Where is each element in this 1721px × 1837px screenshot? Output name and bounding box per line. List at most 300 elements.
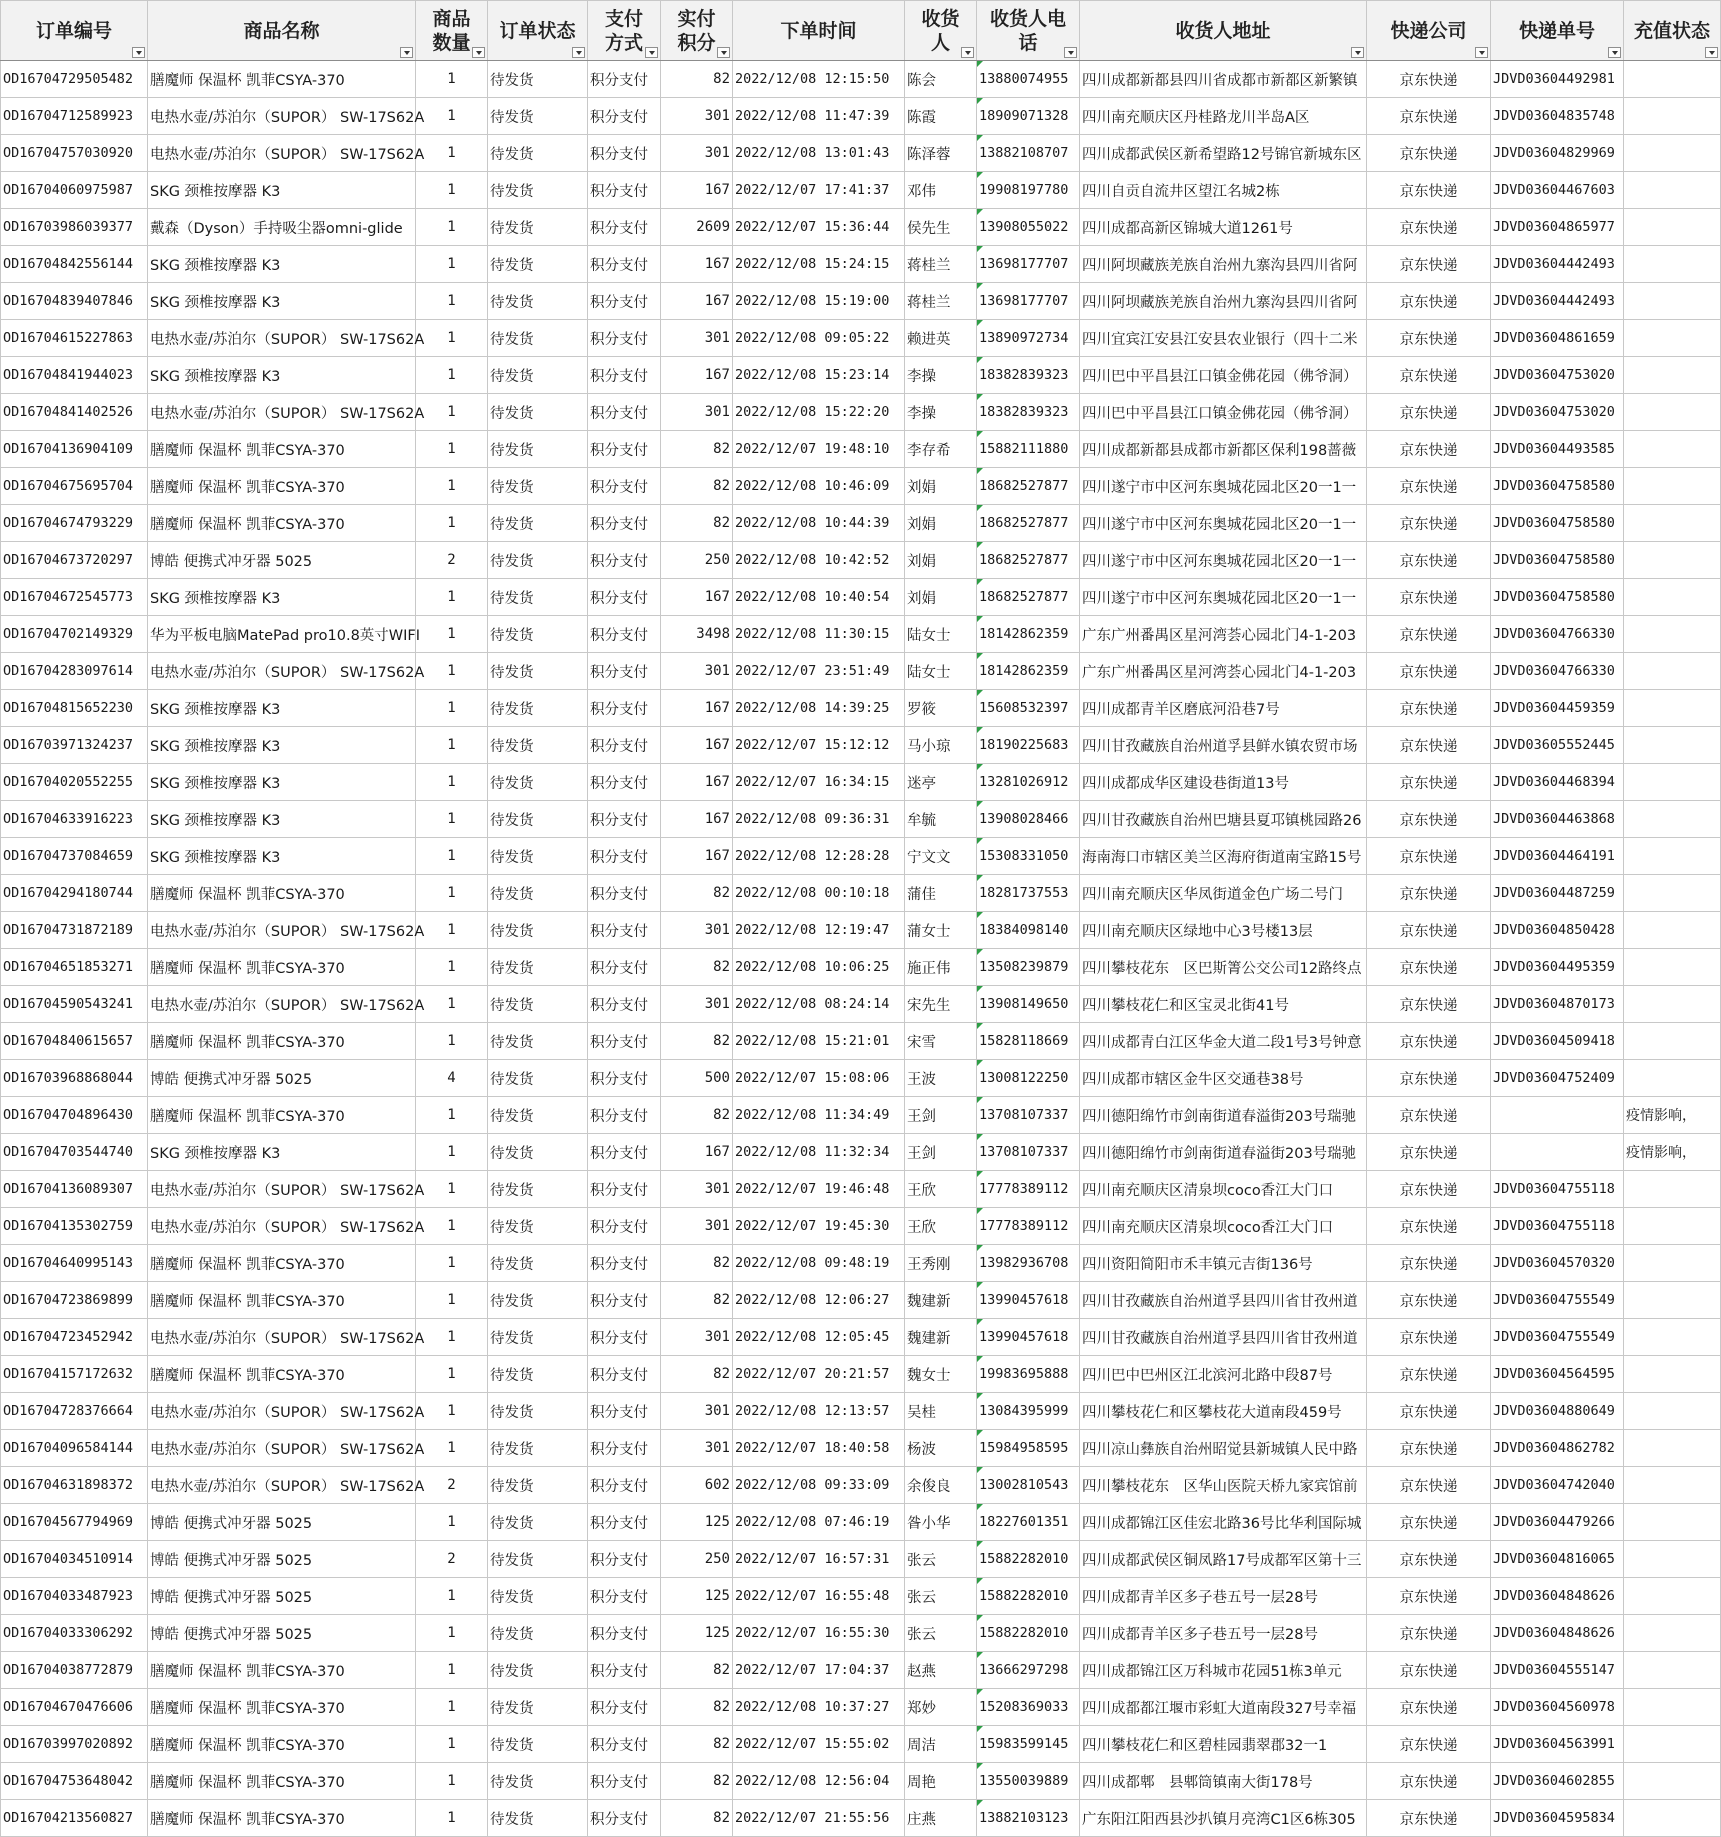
cell-recipient-phone[interactable]: 18281737553 [977, 875, 1080, 912]
cell-points-paid[interactable]: 82 [661, 431, 733, 468]
cell-recharge-status[interactable] [1624, 1467, 1721, 1504]
cell-quantity[interactable]: 1 [416, 394, 488, 431]
cell-payment-method[interactable]: 积分支付 [588, 875, 661, 912]
cell-order-status[interactable]: 待发货 [488, 431, 588, 468]
cell-recipient-phone[interactable]: 13708107337 [977, 1097, 1080, 1134]
cell-quantity[interactable]: 1 [416, 172, 488, 209]
cell-recharge-status[interactable] [1624, 1393, 1721, 1430]
cell-quantity[interactable]: 2 [416, 542, 488, 579]
cell-recharge-status[interactable]: 疫情影响， [1624, 1134, 1721, 1171]
cell-recharge-status[interactable] [1624, 1504, 1721, 1541]
cell-recipient-phone[interactable]: 17778389112 [977, 1171, 1080, 1208]
cell-recipient-phone[interactable]: 13880074955 [977, 61, 1080, 98]
cell-recharge-status[interactable] [1624, 394, 1721, 431]
cell-points-paid[interactable]: 125 [661, 1504, 733, 1541]
cell-quantity[interactable]: 1 [416, 246, 488, 283]
cell-payment-method[interactable]: 积分支付 [588, 98, 661, 135]
cell-product-name[interactable]: 膳魔师 保温杯 凯菲CSYA-370 [148, 1282, 416, 1319]
column-header-points-paid[interactable] [661, 1, 733, 61]
cell-courier-company[interactable]: 京东快递 [1367, 1060, 1491, 1097]
cell-courier-company[interactable]: 京东快递 [1367, 1208, 1491, 1245]
cell-order-time[interactable]: 2022/12/08 12:05:45 [733, 1319, 905, 1356]
cell-payment-method[interactable]: 积分支付 [588, 246, 661, 283]
cell-recharge-status[interactable] [1624, 542, 1721, 579]
cell-courier-company[interactable]: 京东快递 [1367, 949, 1491, 986]
cell-order-time[interactable]: 2022/12/07 15:08:06 [733, 1060, 905, 1097]
cell-recipient-address[interactable]: 四川成都成华区建设巷街道13号 [1080, 764, 1367, 801]
cell-courier-company[interactable]: 京东快递 [1367, 1023, 1491, 1060]
cell-courier-company[interactable]: 京东快递 [1367, 875, 1491, 912]
cell-payment-method[interactable]: 积分支付 [588, 1800, 661, 1837]
cell-payment-method[interactable]: 积分支付 [588, 1282, 661, 1319]
cell-order-time[interactable]: 2022/12/08 09:36:31 [733, 801, 905, 838]
cell-points-paid[interactable]: 82 [661, 1356, 733, 1393]
cell-order-id[interactable]: OD16703971324237 [1, 727, 148, 764]
cell-order-id[interactable]: OD16704135302759 [1, 1208, 148, 1245]
cell-product-name[interactable]: SKG 颈椎按摩器 K3 [148, 283, 416, 320]
cell-courier-company[interactable]: 京东快递 [1367, 1763, 1491, 1800]
cell-order-status[interactable]: 待发货 [488, 135, 588, 172]
cell-recharge-status[interactable] [1624, 246, 1721, 283]
cell-recipient-address[interactable]: 四川德阳绵竹市剑南街道春溢街203号瑞驰 [1080, 1134, 1367, 1171]
cell-recipient-name[interactable]: 王波 [905, 1060, 977, 1097]
cell-order-status[interactable]: 待发货 [488, 1689, 588, 1726]
cell-quantity[interactable]: 1 [416, 468, 488, 505]
cell-quantity[interactable]: 1 [416, 1097, 488, 1134]
cell-payment-method[interactable]: 积分支付 [588, 616, 661, 653]
cell-payment-method[interactable]: 积分支付 [588, 394, 661, 431]
cell-tracking-number[interactable]: JDVD03604861659 [1491, 320, 1624, 357]
cell-payment-method[interactable]: 积分支付 [588, 135, 661, 172]
cell-recharge-status[interactable] [1624, 949, 1721, 986]
cell-points-paid[interactable]: 82 [661, 1652, 733, 1689]
cell-courier-company[interactable]: 京东快递 [1367, 1282, 1491, 1319]
cell-tracking-number[interactable]: JDVD03604442493 [1491, 246, 1624, 283]
cell-recipient-name[interactable]: 郑妙 [905, 1689, 977, 1726]
cell-points-paid[interactable]: 82 [661, 61, 733, 98]
cell-courier-company[interactable]: 京东快递 [1367, 1393, 1491, 1430]
cell-recipient-address[interactable]: 四川遂宁市中区河东奥城花园北区20一1一 [1080, 468, 1367, 505]
cell-tracking-number[interactable]: JDVD03604487259 [1491, 875, 1624, 912]
cell-recipient-name[interactable]: 邓伟 [905, 172, 977, 209]
cell-recipient-phone[interactable]: 13708107337 [977, 1134, 1080, 1171]
cell-order-id[interactable]: OD16704033487923 [1, 1578, 148, 1615]
cell-recipient-phone[interactable]: 18682527877 [977, 505, 1080, 542]
cell-order-status[interactable]: 待发货 [488, 1652, 588, 1689]
cell-payment-method[interactable]: 积分支付 [588, 1245, 661, 1282]
cell-payment-method[interactable]: 积分支付 [588, 1134, 661, 1171]
filter-dropdown-icon[interactable] [961, 47, 974, 58]
cell-courier-company[interactable]: 京东快递 [1367, 320, 1491, 357]
cell-order-time[interactable]: 2022/12/08 10:44:39 [733, 505, 905, 542]
cell-courier-company[interactable]: 京东快递 [1367, 505, 1491, 542]
cell-courier-company[interactable]: 京东快递 [1367, 394, 1491, 431]
cell-tracking-number[interactable] [1491, 1097, 1624, 1134]
cell-product-name[interactable]: 博皓 便携式冲牙器 5025 [148, 1615, 416, 1652]
cell-payment-method[interactable]: 积分支付 [588, 949, 661, 986]
cell-quantity[interactable]: 1 [416, 1393, 488, 1430]
cell-courier-company[interactable]: 京东快递 [1367, 1689, 1491, 1726]
cell-recipient-address[interactable]: 四川南充顺庆区清泉坝coco香江大门口 [1080, 1171, 1367, 1208]
cell-quantity[interactable]: 1 [416, 1652, 488, 1689]
cell-recipient-name[interactable]: 蒋桂兰 [905, 246, 977, 283]
cell-points-paid[interactable]: 82 [661, 1726, 733, 1763]
cell-payment-method[interactable]: 积分支付 [588, 764, 661, 801]
cell-order-id[interactable]: OD16704034510914 [1, 1541, 148, 1578]
cell-recipient-phone[interactable]: 18682527877 [977, 468, 1080, 505]
cell-tracking-number[interactable]: JDVD03604752409 [1491, 1060, 1624, 1097]
cell-recipient-phone[interactable]: 15984958595 [977, 1430, 1080, 1467]
cell-courier-company[interactable]: 京东快递 [1367, 653, 1491, 690]
cell-recipient-address[interactable]: 广东阳江阳西县沙扒镇月亮湾C1区6栋305 [1080, 1800, 1367, 1837]
cell-payment-method[interactable]: 积分支付 [588, 320, 661, 357]
cell-recipient-phone[interactable]: 13002810543 [977, 1467, 1080, 1504]
cell-order-status[interactable]: 待发货 [488, 1023, 588, 1060]
cell-recipient-address[interactable]: 四川阿坝藏族羌族自治州九寨沟县四川省阿 [1080, 246, 1367, 283]
cell-recipient-phone[interactable]: 13550039889 [977, 1763, 1080, 1800]
cell-recharge-status[interactable] [1624, 61, 1721, 98]
cell-recipient-phone[interactable]: 15882111880 [977, 431, 1080, 468]
cell-recipient-name[interactable]: 吴桂 [905, 1393, 977, 1430]
cell-recharge-status[interactable] [1624, 1023, 1721, 1060]
cell-product-name[interactable]: 电热水壶/苏泊尔（SUPOR） SW-17S62A [148, 394, 416, 431]
cell-recharge-status[interactable] [1624, 1763, 1721, 1800]
cell-recipient-name[interactable]: 王欣 [905, 1171, 977, 1208]
column-header-quantity[interactable] [416, 1, 488, 61]
cell-recipient-phone[interactable]: 18909071328 [977, 98, 1080, 135]
cell-recipient-address[interactable]: 四川成都青羊区磨底河沿巷7号 [1080, 690, 1367, 727]
cell-order-id[interactable]: OD16704631898372 [1, 1467, 148, 1504]
cell-quantity[interactable]: 1 [416, 1430, 488, 1467]
cell-order-id[interactable]: OD16704213560827 [1, 1800, 148, 1837]
cell-order-id[interactable]: OD16704840615657 [1, 1023, 148, 1060]
cell-product-name[interactable]: SKG 颈椎按摩器 K3 [148, 1134, 416, 1171]
cell-courier-company[interactable]: 京东快递 [1367, 431, 1491, 468]
cell-quantity[interactable]: 1 [416, 1763, 488, 1800]
cell-recharge-status[interactable] [1624, 986, 1721, 1023]
cell-recipient-name[interactable]: 王欣 [905, 1208, 977, 1245]
cell-recharge-status[interactable] [1624, 320, 1721, 357]
cell-recipient-address[interactable]: 四川成都高新区锦城大道1261号 [1080, 209, 1367, 246]
cell-quantity[interactable]: 1 [416, 1615, 488, 1652]
cell-points-paid[interactable]: 602 [661, 1467, 733, 1504]
cell-tracking-number[interactable]: JDVD03604862782 [1491, 1430, 1624, 1467]
cell-order-id[interactable]: OD16704615227863 [1, 320, 148, 357]
cell-product-name[interactable]: SKG 颈椎按摩器 K3 [148, 579, 416, 616]
cell-recipient-name[interactable]: 张云 [905, 1541, 977, 1578]
cell-recipient-name[interactable]: 赵燕 [905, 1652, 977, 1689]
cell-recipient-phone[interactable]: 13908149650 [977, 986, 1080, 1023]
cell-order-id[interactable]: OD16704703544740 [1, 1134, 148, 1171]
cell-product-name[interactable]: 膳魔师 保温杯 凯菲CSYA-370 [148, 1800, 416, 1837]
cell-recharge-status[interactable] [1624, 1171, 1721, 1208]
cell-points-paid[interactable]: 167 [661, 246, 733, 283]
cell-payment-method[interactable]: 积分支付 [588, 357, 661, 394]
cell-order-time[interactable]: 2022/12/08 10:46:09 [733, 468, 905, 505]
cell-recipient-name[interactable]: 魏建新 [905, 1282, 977, 1319]
cell-recharge-status[interactable] [1624, 98, 1721, 135]
cell-quantity[interactable]: 1 [416, 986, 488, 1023]
cell-recharge-status[interactable] [1624, 764, 1721, 801]
cell-recipient-name[interactable]: 王剑 [905, 1134, 977, 1171]
cell-product-name[interactable]: 电热水壶/苏泊尔（SUPOR） SW-17S62A [148, 1467, 416, 1504]
cell-order-time[interactable]: 2022/12/08 13:01:43 [733, 135, 905, 172]
cell-tracking-number[interactable]: JDVD03604564595 [1491, 1356, 1624, 1393]
cell-recipient-address[interactable]: 四川攀枝花仁和区攀枝花大道南段459号 [1080, 1393, 1367, 1430]
cell-order-time[interactable]: 2022/12/08 07:46:19 [733, 1504, 905, 1541]
cell-recipient-address[interactable]: 四川攀枝花仁和区碧桂园翡翠郡32一1 [1080, 1726, 1367, 1763]
cell-order-id[interactable]: OD16704674793229 [1, 505, 148, 542]
cell-order-id[interactable]: OD16704136904109 [1, 431, 148, 468]
cell-product-name[interactable]: 博皓 便携式冲牙器 5025 [148, 542, 416, 579]
cell-payment-method[interactable]: 积分支付 [588, 172, 661, 209]
cell-recipient-address[interactable]: 四川阿坝藏族羌族自治州九寨沟县四川省阿 [1080, 283, 1367, 320]
cell-order-status[interactable]: 待发货 [488, 1171, 588, 1208]
cell-order-id[interactable]: OD16704294180744 [1, 875, 148, 912]
cell-recipient-phone[interactable]: 15882282010 [977, 1578, 1080, 1615]
cell-product-name[interactable]: 膳魔师 保温杯 凯菲CSYA-370 [148, 1652, 416, 1689]
cell-order-status[interactable]: 待发货 [488, 1578, 588, 1615]
cell-recipient-address[interactable]: 四川攀枝花东 区巴斯箐公交公司12路终点 [1080, 949, 1367, 986]
cell-tracking-number[interactable]: JDVD03604758580 [1491, 542, 1624, 579]
cell-recipient-address[interactable]: 四川巴中平昌县江口镇金佛花园（佛爷洞） [1080, 394, 1367, 431]
cell-recharge-status[interactable] [1624, 135, 1721, 172]
cell-product-name[interactable]: 电热水壶/苏泊尔（SUPOR） SW-17S62A [148, 1430, 416, 1467]
column-header-recipient-name[interactable] [905, 1, 977, 61]
cell-courier-company[interactable]: 京东快递 [1367, 1541, 1491, 1578]
cell-recharge-status[interactable] [1624, 1430, 1721, 1467]
cell-order-id[interactable]: OD16704728376664 [1, 1393, 148, 1430]
cell-recipient-name[interactable]: 庄燕 [905, 1800, 977, 1837]
cell-quantity[interactable]: 1 [416, 1171, 488, 1208]
cell-payment-method[interactable]: 积分支付 [588, 1689, 661, 1726]
cell-recharge-status[interactable] [1624, 505, 1721, 542]
cell-product-name[interactable]: 博皓 便携式冲牙器 5025 [148, 1060, 416, 1097]
cell-points-paid[interactable]: 500 [661, 1060, 733, 1097]
cell-order-id[interactable]: OD16704841402526 [1, 394, 148, 431]
cell-tracking-number[interactable]: JDVD03604570320 [1491, 1245, 1624, 1282]
cell-recipient-address[interactable]: 四川成都青羊区多子巷五号一层28号 [1080, 1578, 1367, 1615]
cell-order-status[interactable]: 待发货 [488, 172, 588, 209]
cell-recipient-phone[interactable]: 17778389112 [977, 1208, 1080, 1245]
cell-order-id[interactable]: OD16703968868044 [1, 1060, 148, 1097]
cell-payment-method[interactable]: 积分支付 [588, 1171, 661, 1208]
cell-courier-company[interactable]: 京东快递 [1367, 357, 1491, 394]
cell-order-time[interactable]: 2022/12/08 10:06:25 [733, 949, 905, 986]
cell-payment-method[interactable]: 积分支付 [588, 1060, 661, 1097]
cell-recipient-address[interactable]: 四川南充顺庆区绿地中心3号楼13层 [1080, 912, 1367, 949]
cell-recipient-name[interactable]: 赖进英 [905, 320, 977, 357]
cell-recipient-name[interactable]: 魏建新 [905, 1319, 977, 1356]
cell-recipient-name[interactable]: 刘娟 [905, 579, 977, 616]
cell-order-time[interactable]: 2022/12/08 12:19:47 [733, 912, 905, 949]
cell-product-name[interactable]: 博皓 便携式冲牙器 5025 [148, 1578, 416, 1615]
cell-recipient-phone[interactable]: 18142862359 [977, 653, 1080, 690]
cell-recharge-status[interactable] [1624, 1615, 1721, 1652]
cell-payment-method[interactable]: 积分支付 [588, 209, 661, 246]
cell-product-name[interactable]: 戴森（Dyson）手持吸尘器omni-glide [148, 209, 416, 246]
cell-order-time[interactable]: 2022/12/08 15:23:14 [733, 357, 905, 394]
cell-courier-company[interactable]: 京东快递 [1367, 1800, 1491, 1837]
cell-points-paid[interactable]: 301 [661, 1171, 733, 1208]
cell-product-name[interactable]: 电热水壶/苏泊尔（SUPOR） SW-17S62A [148, 1171, 416, 1208]
cell-payment-method[interactable]: 积分支付 [588, 1430, 661, 1467]
cell-courier-company[interactable]: 京东快递 [1367, 98, 1491, 135]
cell-recharge-status[interactable] [1624, 801, 1721, 838]
cell-points-paid[interactable]: 82 [661, 1282, 733, 1319]
column-header-order-time[interactable] [733, 1, 905, 61]
cell-courier-company[interactable]: 京东快递 [1367, 690, 1491, 727]
cell-order-id[interactable]: OD16703997020892 [1, 1726, 148, 1763]
cell-tracking-number[interactable]: JDVD03604595834 [1491, 1800, 1624, 1837]
cell-tracking-number[interactable]: JDVD03604560978 [1491, 1689, 1624, 1726]
filter-dropdown-icon[interactable] [1475, 47, 1488, 58]
cell-quantity[interactable]: 1 [416, 431, 488, 468]
cell-points-paid[interactable]: 125 [661, 1578, 733, 1615]
filter-dropdown-icon[interactable] [572, 47, 585, 58]
cell-courier-company[interactable]: 京东快递 [1367, 1615, 1491, 1652]
cell-points-paid[interactable]: 167 [661, 801, 733, 838]
cell-quantity[interactable]: 1 [416, 1578, 488, 1615]
cell-recipient-name[interactable]: 李存希 [905, 431, 977, 468]
cell-product-name[interactable]: 华为平板电脑MatePad pro10.8英寸WIFI [148, 616, 416, 653]
cell-recipient-address[interactable]: 四川成都武侯区新希望路12号锦官新城东区 [1080, 135, 1367, 172]
cell-points-paid[interactable]: 301 [661, 986, 733, 1023]
cell-tracking-number[interactable]: JDVD03604468394 [1491, 764, 1624, 801]
cell-tracking-number[interactable]: JDVD03604495359 [1491, 949, 1624, 986]
cell-order-status[interactable]: 待发货 [488, 1467, 588, 1504]
cell-quantity[interactable]: 1 [416, 98, 488, 135]
cell-recharge-status[interactable] [1624, 1726, 1721, 1763]
cell-recipient-phone[interactable]: 13890972734 [977, 320, 1080, 357]
cell-order-time[interactable]: 2022/12/08 12:06:27 [733, 1282, 905, 1319]
cell-product-name[interactable]: SKG 颈椎按摩器 K3 [148, 172, 416, 209]
column-header-order-status[interactable] [488, 1, 588, 61]
cell-courier-company[interactable]: 京东快递 [1367, 912, 1491, 949]
cell-recipient-address[interactable]: 四川甘孜藏族自治州道孚县四川省甘孜州道 [1080, 1319, 1367, 1356]
cell-order-status[interactable]: 待发货 [488, 764, 588, 801]
cell-quantity[interactable]: 1 [416, 320, 488, 357]
cell-order-status[interactable]: 待发货 [488, 801, 588, 838]
cell-tracking-number[interactable]: JDVD03605552445 [1491, 727, 1624, 764]
cell-recipient-phone[interactable]: 15828118669 [977, 1023, 1080, 1060]
cell-order-status[interactable]: 待发货 [488, 1060, 588, 1097]
cell-recipient-address[interactable]: 广东广州番禺区星河湾荟心园北门4-1-203 [1080, 653, 1367, 690]
cell-order-status[interactable]: 待发货 [488, 949, 588, 986]
cell-tracking-number[interactable]: JDVD03604753020 [1491, 357, 1624, 394]
cell-points-paid[interactable]: 301 [661, 135, 733, 172]
cell-order-time[interactable]: 2022/12/07 19:48:10 [733, 431, 905, 468]
cell-recharge-status[interactable] [1624, 690, 1721, 727]
cell-tracking-number[interactable]: JDVD03604492981 [1491, 61, 1624, 98]
cell-order-time[interactable]: 2022/12/08 09:33:09 [733, 1467, 905, 1504]
cell-order-time[interactable]: 2022/12/07 23:51:49 [733, 653, 905, 690]
cell-product-name[interactable]: SKG 颈椎按摩器 K3 [148, 246, 416, 283]
cell-tracking-number[interactable]: JDVD03604766330 [1491, 653, 1624, 690]
cell-payment-method[interactable]: 积分支付 [588, 912, 661, 949]
cell-recipient-phone[interactable]: 13698177707 [977, 283, 1080, 320]
cell-recipient-name[interactable]: 李操 [905, 357, 977, 394]
cell-product-name[interactable]: SKG 颈椎按摩器 K3 [148, 727, 416, 764]
cell-order-status[interactable]: 待发货 [488, 1800, 588, 1837]
cell-recipient-phone[interactable]: 15983599145 [977, 1726, 1080, 1763]
cell-product-name[interactable]: 膳魔师 保温杯 凯菲CSYA-370 [148, 1245, 416, 1282]
cell-courier-company[interactable]: 京东快递 [1367, 801, 1491, 838]
cell-tracking-number[interactable]: JDVD03604755549 [1491, 1319, 1624, 1356]
cell-product-name[interactable]: SKG 颈椎按摩器 K3 [148, 764, 416, 801]
filter-dropdown-icon[interactable] [1064, 47, 1077, 58]
cell-order-status[interactable]: 待发货 [488, 1726, 588, 1763]
cell-product-name[interactable]: SKG 颈椎按摩器 K3 [148, 357, 416, 394]
cell-order-id[interactable]: OD16704567794969 [1, 1504, 148, 1541]
cell-payment-method[interactable]: 积分支付 [588, 1763, 661, 1800]
cell-recipient-address[interactable]: 四川攀枝花东 区华山医院天桥九家宾馆前 [1080, 1467, 1367, 1504]
cell-recipient-address[interactable]: 四川南充顺庆区华凤街道金色广场二号门 [1080, 875, 1367, 912]
cell-quantity[interactable]: 1 [416, 1726, 488, 1763]
cell-quantity[interactable]: 1 [416, 1356, 488, 1393]
cell-quantity[interactable]: 1 [416, 1282, 488, 1319]
cell-order-id[interactable]: OD16704729505482 [1, 61, 148, 98]
cell-tracking-number[interactable]: JDVD03604459359 [1491, 690, 1624, 727]
cell-order-time[interactable]: 2022/12/07 15:55:02 [733, 1726, 905, 1763]
cell-quantity[interactable]: 1 [416, 209, 488, 246]
cell-courier-company[interactable]: 京东快递 [1367, 1134, 1491, 1171]
cell-points-paid[interactable]: 301 [661, 1430, 733, 1467]
cell-quantity[interactable]: 1 [416, 505, 488, 542]
filter-dropdown-icon[interactable] [717, 47, 730, 58]
cell-recharge-status[interactable] [1624, 727, 1721, 764]
cell-product-name[interactable]: 电热水壶/苏泊尔（SUPOR） SW-17S62A [148, 986, 416, 1023]
cell-order-id[interactable]: OD16704157172632 [1, 1356, 148, 1393]
cell-recipient-address[interactable]: 四川遂宁市中区河东奥城花园北区20一1一 [1080, 579, 1367, 616]
cell-tracking-number[interactable]: JDVD03604766330 [1491, 616, 1624, 653]
cell-recipient-name[interactable]: 李操 [905, 394, 977, 431]
cell-recipient-address[interactable]: 四川宜宾江安县江安县农业银行（四十二米 [1080, 320, 1367, 357]
cell-points-paid[interactable]: 82 [661, 1763, 733, 1800]
cell-order-time[interactable]: 2022/12/08 12:15:50 [733, 61, 905, 98]
cell-order-status[interactable]: 待发货 [488, 542, 588, 579]
cell-order-time[interactable]: 2022/12/08 08:24:14 [733, 986, 905, 1023]
cell-recharge-status[interactable] [1624, 875, 1721, 912]
cell-points-paid[interactable]: 2609 [661, 209, 733, 246]
cell-recipient-name[interactable]: 刘娟 [905, 468, 977, 505]
cell-product-name[interactable]: 膳魔师 保温杯 凯菲CSYA-370 [148, 505, 416, 542]
cell-product-name[interactable]: SKG 颈椎按摩器 K3 [148, 838, 416, 875]
cell-order-time[interactable]: 2022/12/07 16:55:48 [733, 1578, 905, 1615]
cell-recipient-name[interactable]: 陆女士 [905, 616, 977, 653]
cell-order-id[interactable]: OD16704702149329 [1, 616, 148, 653]
cell-quantity[interactable]: 1 [416, 1023, 488, 1060]
cell-product-name[interactable]: 博皓 便携式冲牙器 5025 [148, 1504, 416, 1541]
cell-points-paid[interactable]: 3498 [661, 616, 733, 653]
cell-recipient-phone[interactable]: 18384098140 [977, 912, 1080, 949]
cell-courier-company[interactable]: 京东快递 [1367, 764, 1491, 801]
cell-recipient-address[interactable]: 四川资阳简阳市禾丰镇元吉街136号 [1080, 1245, 1367, 1282]
cell-courier-company[interactable]: 京东快递 [1367, 1652, 1491, 1689]
cell-recipient-phone[interactable]: 15882282010 [977, 1615, 1080, 1652]
cell-quantity[interactable]: 1 [416, 1134, 488, 1171]
cell-order-status[interactable]: 待发货 [488, 1134, 588, 1171]
cell-payment-method[interactable]: 积分支付 [588, 1578, 661, 1615]
cell-payment-method[interactable]: 积分支付 [588, 1319, 661, 1356]
cell-payment-method[interactable]: 积分支付 [588, 1726, 661, 1763]
cell-order-time[interactable]: 2022/12/08 14:39:25 [733, 690, 905, 727]
cell-recipient-address[interactable]: 四川南充顺庆区丹桂路龙川半岛A区 [1080, 98, 1367, 135]
column-header-product-name[interactable] [148, 1, 416, 61]
cell-courier-company[interactable]: 京东快递 [1367, 172, 1491, 209]
cell-payment-method[interactable]: 积分支付 [588, 431, 661, 468]
filter-dropdown-icon[interactable] [1608, 47, 1621, 58]
